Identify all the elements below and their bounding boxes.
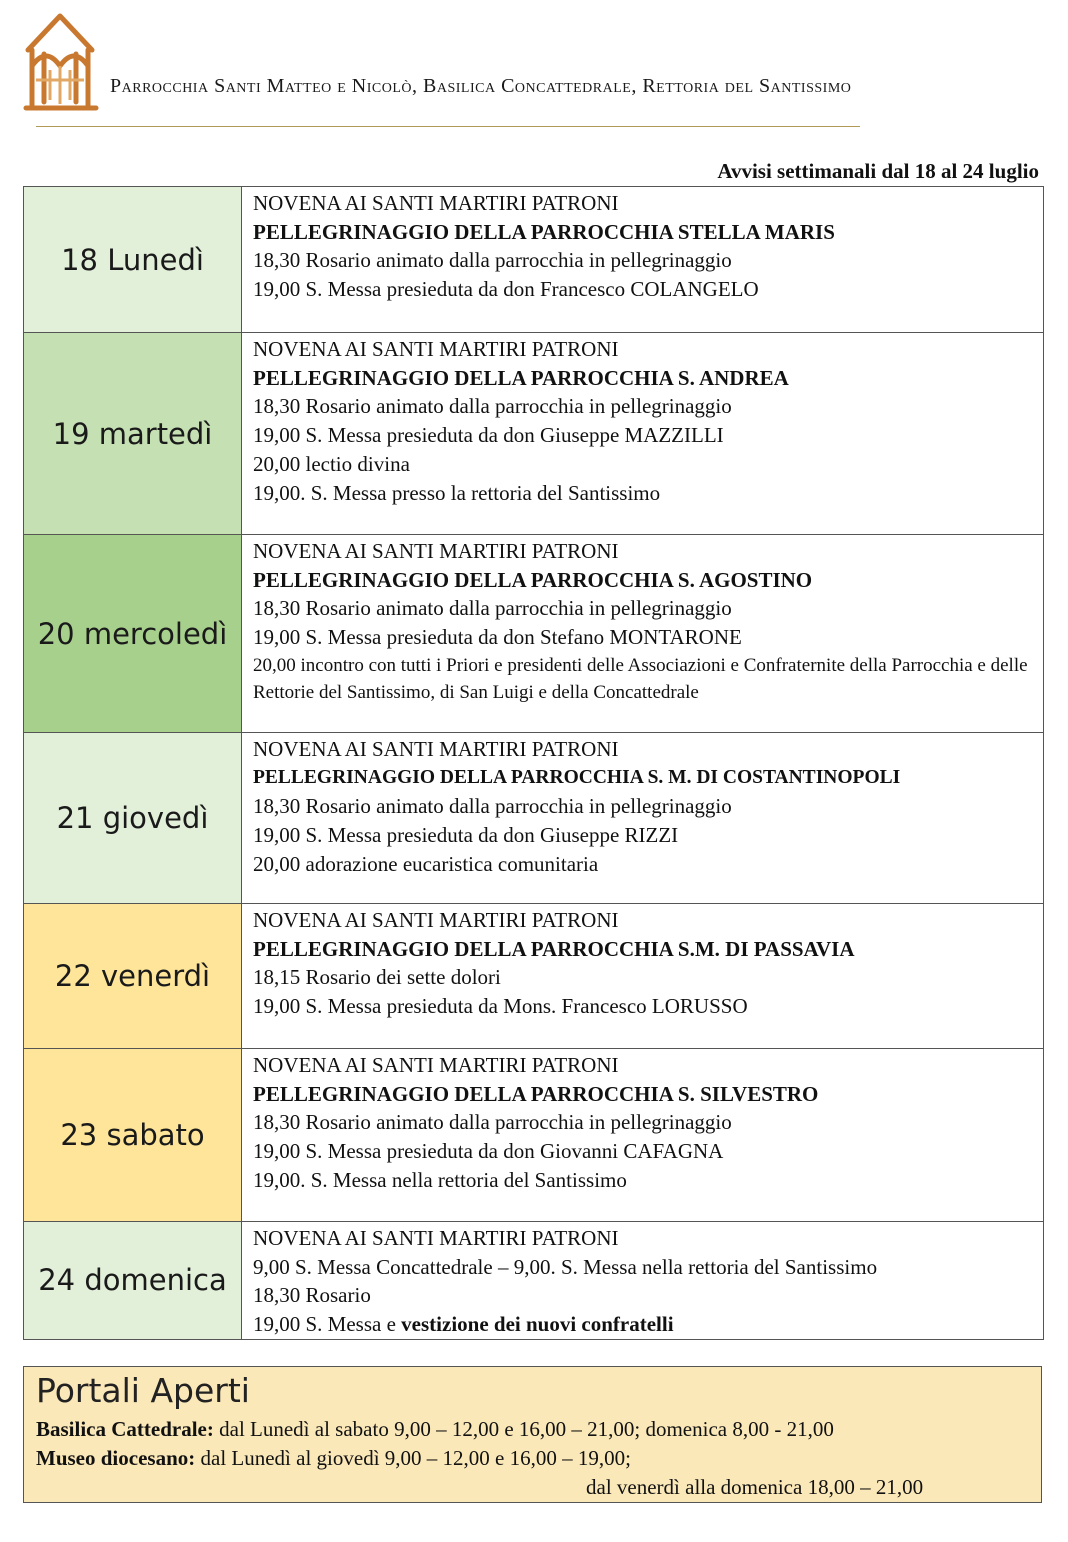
museum-text: dal Lunedì al giovedì 9,00 – 12,00 e 16,00 – 19,00; [195,1446,631,1470]
event-line: NOVENA AI SANTI MARTIRI PATRONI [253,1226,619,1250]
basilica-text: dal Lunedì al sabato 9,00 – 12,00 e 16,00 – 21,00; domenica 8,00 - 21,00 [213,1417,834,1441]
event-line: NOVENA AI SANTI MARTIRI PATRONI [253,737,619,761]
schedule-row-23 [24,1049,1044,1222]
museum-hours [36,1446,631,1471]
schedule-row-18 [24,187,1044,333]
event-line: 19,00 S. Messa presieduta da don Giuseppe RIZZI [253,823,679,848]
event-line [253,1310,1033,1339]
parish-logo [18,10,102,114]
event-bold-text: vestizione dei nuovi confratelli [401,1312,674,1337]
day-cell-18: 18 Lunedì [24,187,242,333]
event-line: 19,00 S. Messa presieduta da don Stefano MONTARONE [253,625,742,650]
weekly-schedule-table [23,186,1044,1340]
event-line: NOVENA AI SANTI MARTIRI PATRONI [253,191,619,215]
pilgrimage-line: PELLEGRINAGGIO DELLA PARROCCHIA S. ANDREA [253,365,789,390]
schedule-row-20 [24,535,1044,733]
event-line: NOVENA AI SANTI MARTIRI PATRONI [253,337,619,361]
day-cell-19: 19 martedì [24,333,242,535]
pilgrimage-line: PELLEGRINAGGIO DELLA PARROCCHIA S.M. DI PASSAVIA [253,936,855,961]
event-line: 19,00. S. Messa presso la rettoria del Santissimo [253,480,661,505]
day-cell-20: 20 mercoledì [24,535,242,733]
event-line: 18,30 Rosario animato dalla parrocchia in pellegrinaggio [253,394,732,419]
pilgrimage-line: PELLEGRINAGGIO DELLA PARROCCHIA STELLA MARIS [253,219,835,244]
event-line: 19,00 S. Messa presieduta da don Giuseppe MAZZILLI [253,423,724,448]
day-events-18 [242,187,1044,333]
event-line: 20,00 adorazione eucaristica comunitaria [253,851,599,876]
open-portals-title: Portali Aperti [36,1371,250,1410]
event-line: NOVENA AI SANTI MARTIRI PATRONI [253,1053,619,1077]
basilica-hours [36,1417,834,1442]
day-events-21 [242,733,1044,904]
event-line: 20,00 incontro con tutti i Priori e presidenti delle Associazioni e Confraternite della Parrocchia e delle Rettorie del Santissimo, di San Luigi e della Concattedrale [253,654,1028,703]
pilgrimage-line: PELLEGRINAGGIO DELLA PARROCCHIA S. M. DI COSTANTINOPOLI [253,766,901,788]
day-events-22 [242,904,1044,1049]
pilgrimage-line: PELLEGRINAGGIO DELLA PARROCCHIA S. SILVESTRO [253,1081,819,1106]
day-events-20 [242,535,1044,733]
open-portals-box [23,1366,1042,1503]
event-line: 20,00 lectio divina [253,451,410,476]
day-cell-22: 22 venerdì [24,904,242,1049]
event-line: 19,00 S. Messa presieduta da don Giovanni CAFAGNA [253,1139,724,1164]
schedule-row-22 [24,904,1044,1049]
museum-hours-weekend: dal venerdì alla domenica 18,00 – 21,00 [586,1475,924,1499]
day-cell-24: 24 domenica [24,1222,242,1340]
event-line: 18,30 Rosario animato dalla parrocchia in pellegrinaggio [253,794,732,819]
event-text: 19,00 S. Messa e [253,1312,402,1337]
header-divider [36,126,860,127]
day-events-19 [242,333,1044,535]
schedule-row-21 [24,733,1044,904]
pilgrimage-line: PELLEGRINAGGIO DELLA PARROCCHIA S. AGOSTINO [253,567,813,592]
day-events-24 [242,1222,1044,1340]
event-line: NOVENA AI SANTI MARTIRI PATRONI [253,539,619,563]
schedule-row-24 [24,1222,1044,1340]
event-line: 19,00 S. Messa presieduta da don Francesco COLANGELO [253,277,759,302]
parish-header-title: Parrocchia Santi Matteo e Nicolò, Basilica Concattedrale, Rettoria del Santissimo [110,75,852,97]
event-line: 18,30 Rosario animato dalla parrocchia in pellegrinaggio [253,596,732,621]
event-line: 18,30 Rosario animato dalla parrocchia in pellegrinaggio [253,248,732,273]
event-line: 18,30 Rosario [253,1283,371,1308]
basilica-label: Basilica Cattedrale: [36,1417,214,1441]
event-line: 18,15 Rosario dei sette dolori [253,965,501,990]
event-line: 9,00 S. Messa Concattedrale – 9,00. S. Messa nella rettoria del Santissimo [253,1254,878,1279]
event-line: 19,00. S. Messa nella rettoria del Santissimo [253,1167,627,1192]
weekly-notices-title: Avvisi settimanali dal 18 al 24 luglio [717,159,1039,183]
day-cell-21: 21 giovedì [24,733,242,904]
day-events-23 [242,1049,1044,1222]
event-line: 19,00 S. Messa presieduta da Mons. Francesco LORUSSO [253,994,748,1019]
day-cell-23: 23 sabato [24,1049,242,1222]
museum-label: Museo diocesano: [36,1446,196,1470]
event-line: NOVENA AI SANTI MARTIRI PATRONI [253,908,619,932]
event-line: 18,30 Rosario animato dalla parrocchia in pellegrinaggio [253,1110,732,1135]
schedule-row-19 [24,333,1044,535]
